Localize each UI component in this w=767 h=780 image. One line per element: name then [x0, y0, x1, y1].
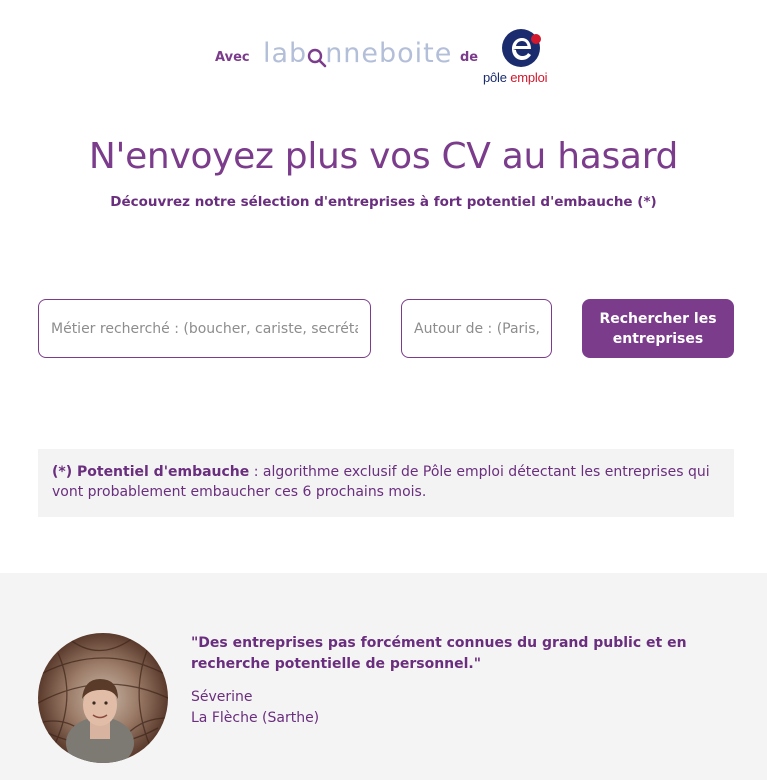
search-companies-button[interactable]: Rechercher les entreprises	[582, 299, 734, 358]
brand-lab: lab	[263, 38, 308, 69]
labonneboite-logo[interactable]	[263, 38, 452, 69]
emploi-text: emploi	[510, 70, 548, 85]
pole-emploi-text	[483, 70, 547, 85]
avec-label: Avec	[215, 50, 250, 65]
page-title: N'envoyez plus vos CV au hasard	[88, 136, 679, 177]
brand-rest: nneboite	[325, 38, 453, 69]
author-location: La Flèche (Sarthe)	[191, 710, 320, 726]
page-subtitle: Découvrez notre sélection d'entreprises à fort potentiel d'embauche (*)	[110, 194, 657, 210]
testimonial-section	[0, 573, 767, 780]
author-name: Séverine	[191, 689, 253, 705]
header	[0, 28, 767, 90]
pole-emploi-logo[interactable]	[483, 28, 563, 90]
pole-text: pôle	[483, 70, 507, 85]
de-label: de	[460, 50, 479, 65]
testimonial-quote: "Des entreprises pas forcément connues du grand public et en recherche potentielle de personnel."	[191, 635, 687, 672]
note-label: (*) Potentiel d'embauche	[52, 464, 250, 480]
magnifier-icon	[307, 38, 325, 69]
avatar	[38, 633, 168, 763]
location-search-input[interactable]	[401, 299, 552, 358]
job-search-input[interactable]	[38, 299, 371, 358]
hiring-potential-note	[38, 449, 734, 517]
testimonial-author	[191, 687, 319, 729]
note-text: : algorithme exclusif de Pôle emploi détectant les entreprises qui vont probablement embaucher ces 6 prochains mois.	[52, 464, 710, 500]
pole-emploi-logo-icon	[483, 28, 563, 70]
